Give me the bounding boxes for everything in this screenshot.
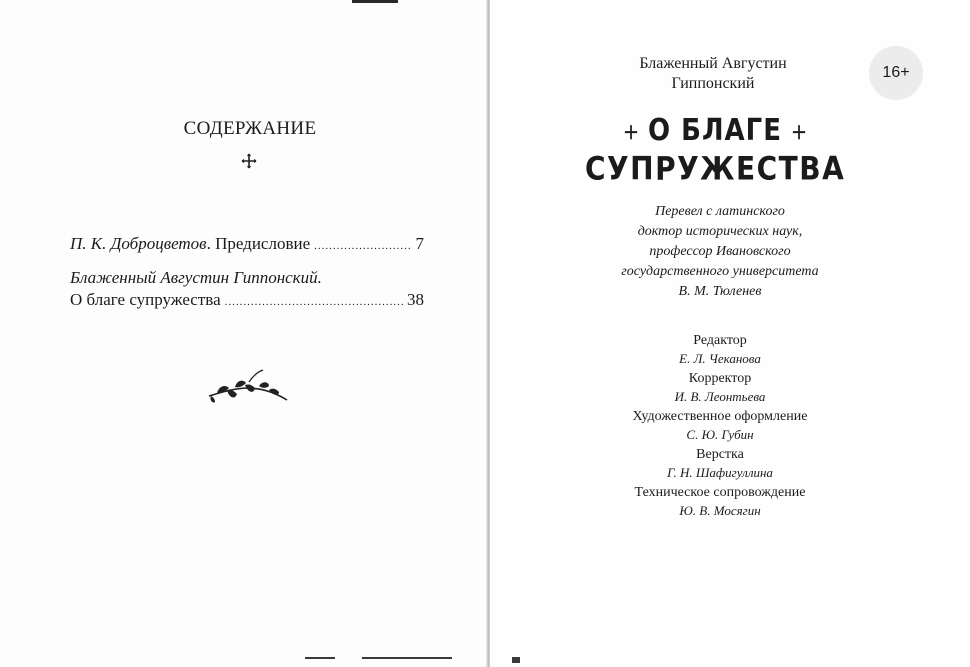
- credit-item: [605, 484, 835, 520]
- toc-author: П. К. Доброцветов: [70, 234, 207, 253]
- credit-role: Художественное оформление: [632, 409, 808, 424]
- toc-author: Блаженный Августин Гиппонский.: [70, 268, 322, 287]
- scan-artifact: [512, 657, 520, 663]
- leaf-branch-icon: [205, 366, 291, 406]
- credit-role: Верстка: [696, 447, 744, 462]
- scan-artifact: [352, 0, 398, 3]
- toc-title: Предисловие: [215, 234, 311, 253]
- toc-row: П. К. Доброцветов . Предисловие ..... 7: [70, 233, 424, 257]
- credit-item: [605, 446, 835, 482]
- credit-item: [605, 408, 835, 444]
- translator-line: Перевел с латинского: [655, 204, 785, 219]
- translator-line: профессор Ивановского: [649, 244, 791, 259]
- book-title-line: [585, 150, 845, 188]
- book-title-text: СУПРУЖЕСТВА: [585, 149, 846, 188]
- toc-entry: [70, 233, 424, 257]
- toc-leader-dots: [314, 235, 411, 257]
- credits-block: [605, 332, 835, 522]
- toc-leader-dots: [225, 291, 403, 313]
- cross-ornament-icon: [792, 124, 806, 140]
- toc-title: О благе супружества: [70, 290, 221, 309]
- credit-name: Г. Н. Шафигуллина: [667, 465, 773, 480]
- author-line: Блаженный Августин: [639, 55, 787, 72]
- credit-name: С. Ю. Губин: [686, 427, 754, 442]
- credit-role: Корректор: [688, 371, 752, 386]
- book-title-text: О БЛАГЕ: [647, 113, 783, 149]
- credit-name: Е. Л. Чеканова: [679, 351, 761, 366]
- scan-artifact: [362, 657, 452, 659]
- credit-item: [605, 332, 835, 368]
- credit-name: И. В. Леонтьева: [674, 389, 766, 404]
- credit-role: Редактор: [693, 333, 747, 348]
- toc-page-number: 7: [415, 234, 424, 253]
- credit-name: Ю. В. Мосягин: [679, 503, 761, 518]
- author-line: Гиппонский: [671, 75, 755, 92]
- credit-role: Техническое сопровождение: [634, 485, 806, 500]
- translator-block: [585, 202, 855, 302]
- translator-line: государственного университета: [621, 264, 819, 279]
- cross-ornament-icon: [624, 124, 638, 140]
- toc-page-number: 38: [407, 290, 424, 309]
- credit-item: [605, 370, 835, 406]
- translator-name: В. М. Тюленев: [678, 284, 762, 299]
- toc-heading: СОДЕРЖАНИЕ: [183, 118, 317, 139]
- age-rating-badge: 16+: [869, 46, 923, 100]
- toc-row: [70, 289, 424, 313]
- cross-ornament-icon: [241, 153, 257, 169]
- author-name: [600, 54, 826, 94]
- translator-line: доктор исторических наук,: [637, 224, 803, 239]
- scan-artifact: [305, 657, 335, 659]
- book-title-line: [585, 114, 845, 149]
- toc-entry: [70, 267, 424, 313]
